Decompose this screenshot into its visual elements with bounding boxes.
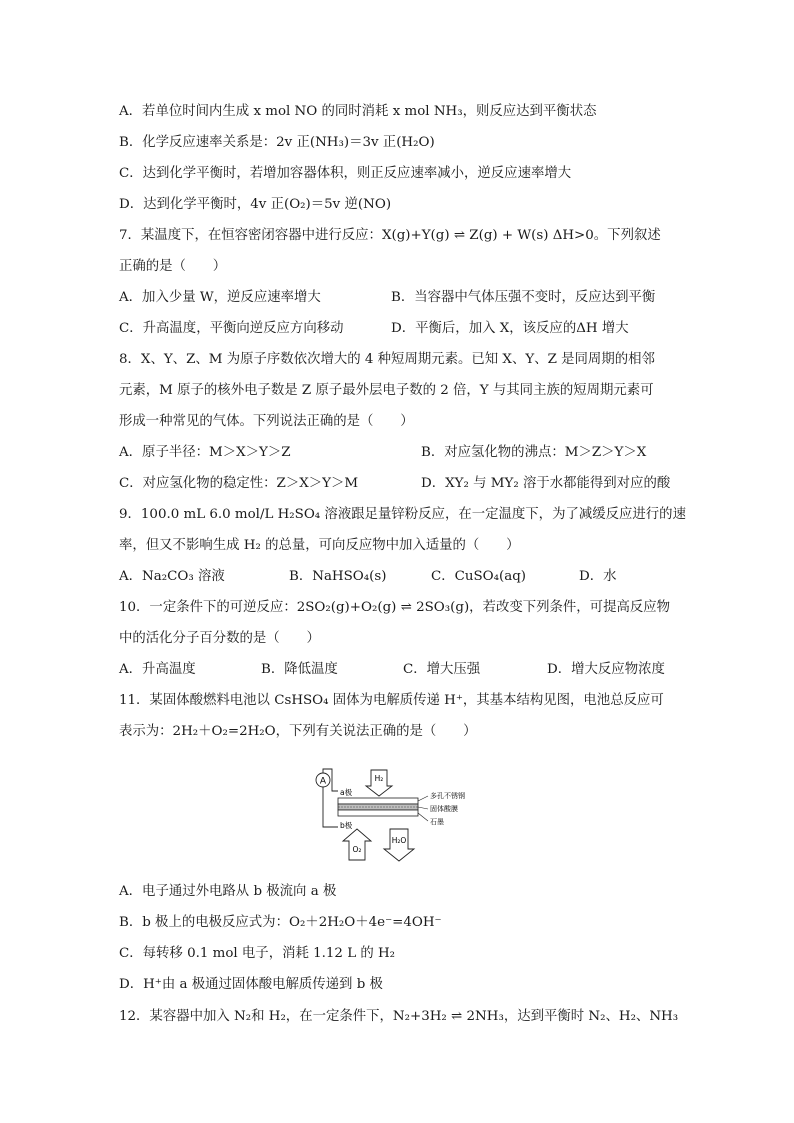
q7-option-d: D．平衡后，加入 X，该反应的ΔH 增大 bbox=[391, 321, 629, 336]
h2-label: H₂ bbox=[374, 774, 384, 783]
q11-stem: 11．某固体酸燃料电池以 CsHSO₄ 固体为电解质传递 H⁺，其基本结构见图，电池总反应可 bbox=[119, 693, 664, 708]
wire-b bbox=[323, 787, 338, 827]
q6-option-c: C．达到化学平衡时，若增加容器体积，则正反应速率减小，逆反应速率增大 bbox=[119, 166, 572, 181]
graphite-layer bbox=[338, 810, 418, 816]
q9-stem-cont: 率，但又不影响生成 H₂ 的总量，可向反应物中加入适量的（ ） bbox=[119, 538, 520, 553]
ammeter-label: A bbox=[319, 776, 327, 787]
electrode-b-label: b极 bbox=[340, 821, 353, 830]
q11-option-c: C．每转移 0.1 mol 电子，消耗 1.12 L 的 H₂ bbox=[119, 946, 396, 961]
q7-option-b: B．当容器中气体压强不变时，反应达到平衡 bbox=[391, 290, 656, 305]
q8-stem-cont-1: 元素，M 原子的核外电子数是 Z 原子最外层电子数的 2 倍，Y 与其同主族的短周期元素可 bbox=[119, 383, 654, 398]
q10-stem: 10．一定条件下的可逆反应：2SO₂(g)+O₂(g) ⇌ 2SO₃(g)，若改变下列条件，可提高反应物 bbox=[119, 600, 671, 615]
label-graphite: 石墨 bbox=[430, 818, 444, 826]
q11-option-d: D．H⁺由 a 极通过固体酸电解质传递到 b 极 bbox=[119, 977, 383, 992]
q7-stem: 7．某温度下，在恒容密闭容器中进行反应：X(g)+Y(g) ⇌ Z(g) + W(s) ΔH>0。下列叙述 bbox=[119, 228, 661, 243]
q9-stem: 9．100.0 mL 6.0 mol/L H₂SO₄ 溶液跟足量锌粉反应，在一定温度下，为了减缓反应进行的速 bbox=[119, 507, 686, 522]
q8-stem: 8．X、Y、Z、M 为原子序数依次增大的 4 种短周期元素。已知 X、Y、Z 是同周期的相邻 bbox=[119, 352, 655, 367]
q10-option-b: B．降低温度 bbox=[261, 662, 338, 677]
q12-stem: 12．某容器中加入 N₂和 H₂，在一定条件下，N₂+3H₂ ⇌ 2NH₃，达到平衡时 N₂、H₂、NH₃ bbox=[119, 1009, 679, 1024]
h2o-outlet-arrow bbox=[384, 829, 414, 861]
q11-stem-cont: 表示为：2H₂＋O₂=2H₂O，下列有关说法正确的是（ ） bbox=[119, 724, 477, 739]
q9-option-a: A．Na₂CO₃ 溶液 bbox=[119, 569, 225, 584]
q7-option-a: A．加入少量 W，逆反应速率增大 bbox=[119, 290, 321, 305]
o2-label: O₂ bbox=[352, 845, 362, 854]
q9-option-b: B．NaHSO₄(s) bbox=[289, 569, 387, 584]
h2o-label: H₂O bbox=[391, 836, 407, 845]
q11-option-a: A．电子通过外电路从 b 极流向 a 极 bbox=[119, 884, 337, 899]
q8-option-d: D．XY₂ 与 MY₂ 溶于水都能得到对应的酸 bbox=[421, 476, 671, 491]
electrode-a-label: a极 bbox=[340, 788, 353, 797]
q7-option-c: C．升高温度，平衡向逆反应方向移动 bbox=[119, 321, 344, 336]
q8-option-a: A．原子半径：M＞X＞Y＞Z bbox=[119, 445, 291, 460]
q10-stem-cont: 中的活化分子百分数的是（ ） bbox=[119, 631, 320, 646]
porous-steel-layer bbox=[338, 798, 418, 804]
label-porous-steel: 多孔不锈钢 bbox=[430, 792, 465, 800]
label-solid-acid: 固体酸膜 bbox=[430, 805, 458, 813]
q8-stem-cont-2: 形成一种常见的气体。下列说法正确的是（ ） bbox=[119, 414, 414, 429]
q9-option-d: D．水 bbox=[579, 569, 617, 584]
q6-option-b: B．化学反应速率关系是：2v 正(NH₃)＝3v 正(H₂O) bbox=[119, 135, 435, 150]
q9-option-c: C．CuSO₄(aq) bbox=[431, 569, 527, 584]
q10-option-a: A．升高温度 bbox=[119, 662, 196, 677]
q8-option-c: C．对应氢化物的稳定性：Z＞X＞Y＞M bbox=[119, 476, 359, 491]
q11-option-b: B．b 极上的电极反应式为：O₂＋2H₂O＋4e⁻=4OH⁻ bbox=[119, 915, 442, 930]
q6-option-a: A．若单位时间内生成 x mol NO 的同时消耗 x mol NH₃，则反应达到平衡状态 bbox=[119, 104, 597, 119]
q10-option-d: D．增大反应物浓度 bbox=[547, 662, 665, 677]
q7-stem-cont: 正确的是（ ） bbox=[119, 259, 227, 274]
q6-option-d: D．达到化学平衡时，4v 正(O₂)＝5v 逆(NO) bbox=[119, 197, 392, 212]
q10-option-c: C．增大压强 bbox=[403, 662, 481, 677]
fuel-cell-diagram bbox=[312, 765, 482, 865]
q8-option-b: B．对应氢化物的沸点：M＞Z＞Y＞X bbox=[421, 445, 647, 460]
